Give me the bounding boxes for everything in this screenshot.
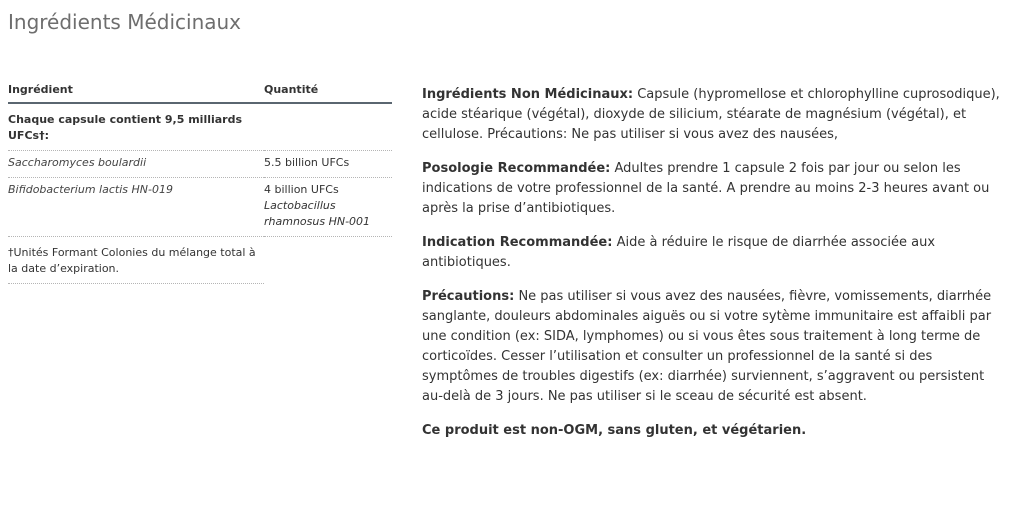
product-info xyxy=(422,85,1000,455)
page-title: Ingrédients Médicinaux xyxy=(8,10,242,34)
capsule-note-quantity xyxy=(264,103,392,151)
dosage-text: Adultes prendre 1 capsule 2 fois par jour ou selon les indications de votre professionnel de la santé. A prendre au moins 2-3 heures avant ou après la prise d’antibiotiques. xyxy=(422,161,990,216)
quantity-value: 4 billion UFCs xyxy=(264,183,339,196)
dosage-section xyxy=(422,159,1000,219)
indication-label: Indication Recommandée: xyxy=(422,235,613,250)
quantity-column-header: Quantité xyxy=(264,80,392,103)
precautions-text: Ne pas utiliser si vous avez des nausées, fièvre, vomissements, diarrhée sanglante, douleurs abdominales aiguës ou si votre sytème immunitaire est affaibli par une condition (ex: SIDA, lymphomes) ou si vous êtes sous traitement à long terme de corticoïdes. Cesser l’utilisation et consulter un professionnel de la santé si des symptômes de troubles digestifs (ex: diarrhée) surviennent, s’aggravent ou persistent au-delà de 3 jours. Ne pas utiliser si le sceau de sécurité est absent. xyxy=(422,289,992,404)
table-row xyxy=(8,178,392,237)
ingredient-column-header: Ingrédient xyxy=(8,80,264,103)
capsule-note: Chaque capsule contient 9,5 milliards UFCs†: xyxy=(8,103,264,151)
quantity-value: 5.5 billion UFCs xyxy=(264,156,350,169)
table-footnote: †Unités Formant Colonies du mélange total à la date d’expiration. xyxy=(8,237,264,284)
indication-section xyxy=(422,233,1000,273)
ingredient-name: Saccharomyces boulardii xyxy=(8,151,264,178)
non-medicinal-section xyxy=(422,85,1000,145)
ingredient-quantity xyxy=(264,178,392,237)
ingredients-table xyxy=(8,80,392,284)
quantity-note: Lactobacillus rhamnosus HN-001 xyxy=(264,199,371,228)
non-medicinal-text: Capsule (hypromellose et chlorophylline cuprosodique), acide stéarique (végétal), dioxyde de silicium, stéarate de magnésium (végétal), et cellulose. Précautions: Ne pas utiliser si vous avez des nausées, xyxy=(422,87,1000,142)
non-medicinal-label: Ingrédients Non Médicinaux: xyxy=(422,87,634,102)
precautions-section xyxy=(422,287,1000,407)
footnote-empty-cell xyxy=(264,237,392,284)
indication-text: Aide à réduire le risque de diarrhée associée aux antibiotiques. xyxy=(422,235,936,270)
footnote-row xyxy=(8,237,392,284)
capsule-note-row xyxy=(8,103,392,151)
table-header-row xyxy=(8,80,392,103)
dosage-label: Posologie Recommandée: xyxy=(422,161,611,176)
ingredient-quantity xyxy=(264,151,392,178)
product-statement: Ce produit est non-OGM, sans gluten, et végétarien. xyxy=(422,423,807,438)
precautions-label: Précautions: xyxy=(422,289,515,304)
table-row xyxy=(8,151,392,178)
ingredient-name: Bifidobacterium lactis HN-019 xyxy=(8,178,264,237)
